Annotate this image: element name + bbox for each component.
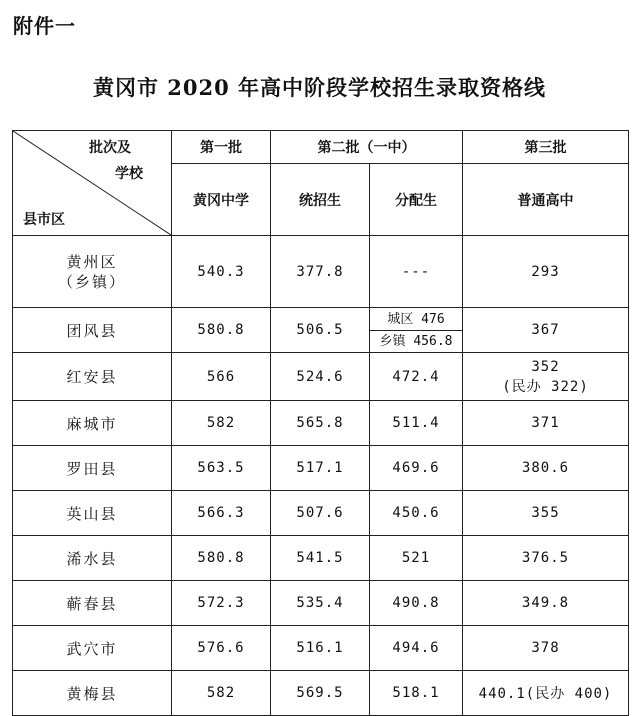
score-batch3: 376.5: [463, 536, 629, 581]
score-batch3: 293: [463, 236, 629, 308]
score-batch3: 378: [463, 626, 629, 671]
county-name: 罗田县: [13, 446, 172, 491]
county-name: 武穴市: [13, 626, 172, 671]
table-row: [13, 236, 629, 308]
annex-label: 附件一: [13, 14, 76, 38]
header-corner-school: 学校: [115, 166, 143, 182]
score-batch2-unified: 569.5: [271, 671, 370, 716]
score-urban: 城区 476: [370, 309, 462, 331]
score-batch1: 576.6: [172, 626, 271, 671]
header-batch1: 第一批: [172, 131, 271, 164]
header-corner-batch: 批次及: [89, 140, 131, 156]
county-name: 麻城市: [13, 401, 172, 446]
county-name: 浠水县: [13, 536, 172, 581]
county-name: 团风县: [13, 308, 172, 353]
score-batch3: 355: [463, 491, 629, 536]
county-name: 黄州区: [66, 252, 118, 271]
score-batch1: 572.3: [172, 581, 271, 626]
county-subname: （乡镇）: [57, 272, 126, 291]
county-name: 红安县: [13, 353, 172, 401]
score-batch1: 582: [172, 401, 271, 446]
header-corner-cell: [13, 131, 172, 236]
table-row: [13, 536, 629, 581]
score-batch3: 349.8: [463, 581, 629, 626]
score-township: 乡镇 456.8: [379, 333, 453, 349]
score-batch3: [463, 353, 629, 401]
header-school2b: 分配生: [370, 164, 463, 236]
score-batch2-allocated: 469.6: [370, 446, 463, 491]
score-batch3-private: (民办 322): [502, 378, 589, 395]
header-corner-county: 县市区: [23, 212, 65, 228]
table-row: [13, 401, 629, 446]
table-row: [13, 353, 629, 401]
county-name: 蕲春县: [13, 581, 172, 626]
score-batch2-unified: 377.8: [271, 236, 370, 308]
table-row: [13, 308, 629, 353]
admission-score-table: [12, 130, 629, 716]
score-batch3-public: 352: [531, 358, 560, 375]
score-batch2-unified: 541.5: [271, 536, 370, 581]
score-batch3: 440.1(民办 400): [463, 671, 629, 716]
county-cell: [13, 236, 172, 308]
score-batch2-allocated: 511.4: [370, 401, 463, 446]
score-batch2-allocated: 521: [370, 536, 463, 581]
score-batch1: 563.5: [172, 446, 271, 491]
score-batch2-allocated: 494.6: [370, 626, 463, 671]
county-name: 黄梅县: [13, 671, 172, 716]
score-batch3: 371: [463, 401, 629, 446]
table-row: [13, 581, 629, 626]
header-school1: 黄冈中学: [172, 164, 271, 236]
score-batch2-unified: 565.8: [271, 401, 370, 446]
score-batch3: 367: [463, 308, 629, 353]
document-title: 黄冈市 2020 年高中阶段学校招生录取资格线: [92, 75, 547, 100]
score-batch1: 540.3: [172, 236, 271, 308]
score-batch2-allocated: [370, 308, 463, 353]
score-batch1: 580.8: [172, 308, 271, 353]
score-batch2-unified: 517.1: [271, 446, 370, 491]
header-school3: 普通高中: [463, 164, 629, 236]
county-name: 英山县: [13, 491, 172, 536]
header-batch3: 第三批: [463, 131, 629, 164]
score-batch2-unified: 535.4: [271, 581, 370, 626]
header-school2a: 统招生: [271, 164, 370, 236]
score-batch2-unified: 507.6: [271, 491, 370, 536]
score-batch2-allocated: 450.6: [370, 491, 463, 536]
score-batch1: 566: [172, 353, 271, 401]
score-batch2-unified: 524.6: [271, 353, 370, 401]
table-row: [13, 491, 629, 536]
table-row: [13, 626, 629, 671]
score-batch2-allocated: 472.4: [370, 353, 463, 401]
score-batch2-unified: 506.5: [271, 308, 370, 353]
score-batch2-allocated: 490.8: [370, 581, 463, 626]
score-batch1: 580.8: [172, 536, 271, 581]
score-batch3: 380.6: [463, 446, 629, 491]
score-batch2-allocated: ---: [370, 236, 463, 308]
score-batch2-allocated: 518.1: [370, 671, 463, 716]
score-batch2-unified: 516.1: [271, 626, 370, 671]
header-batch2: 第二批（一中）: [271, 131, 463, 164]
score-batch1: 566.3: [172, 491, 271, 536]
table-row: [13, 446, 629, 491]
score-batch1: 582: [172, 671, 271, 716]
table-row: [13, 671, 629, 716]
